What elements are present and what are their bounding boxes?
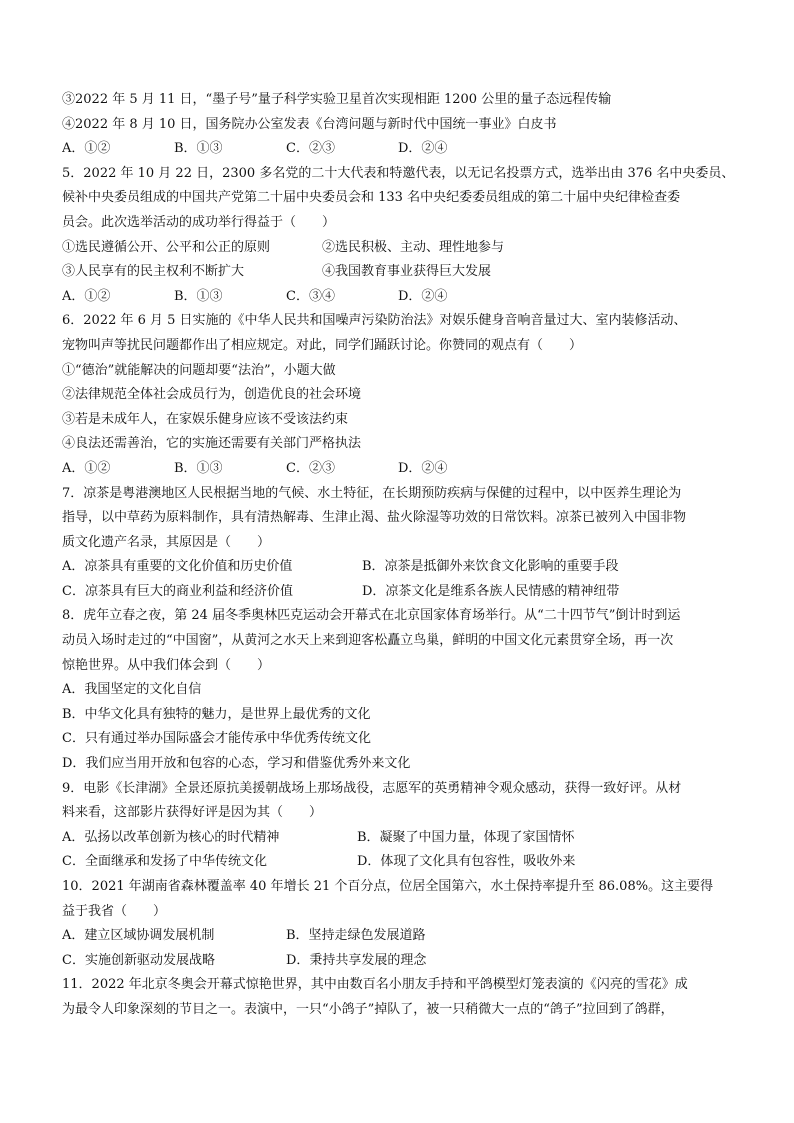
q4-statement-3: ③2022 年 5 月 11 日，“墨子号”量子科学实验卫星首次实现相距 1200 公里的量子态远程传输 xyxy=(62,92,612,107)
q6-option-d[interactable]: D．②④ xyxy=(398,460,448,476)
q5-statement-4: ④我国教育事业获得巨大发展 xyxy=(322,264,492,280)
q4-option-d[interactable]: D．②④ xyxy=(398,141,448,157)
q4-options xyxy=(62,137,734,162)
q9-option-a[interactable]: A．弘扬以改革创新为核心的时代精神 xyxy=(62,829,280,845)
q10-options-row-1 xyxy=(62,924,734,949)
q7-stem-line-1: 7．凉茶是粤港澳地区人民根据当地的气候、水土特征，在长期预防疾病与保健的过程中，以中医养生理论为 xyxy=(62,485,682,501)
q6-statement-4: ④良法还需善治，它的实施还需要有关部门严格执法 xyxy=(62,436,362,452)
q9-options-row-2 xyxy=(62,850,734,875)
q7-stem-line-2: 指导，以中草药为原料制作，具有清热解毒、生津止渴、盐火除湿等功效的日常饮料。凉茶已被列入中国非物 xyxy=(62,510,687,526)
q4-option-c[interactable]: C．②③ xyxy=(286,141,335,157)
q11-stem-line-1: 11．2022 年北京冬奥会开幕式惊艳世界，其中由数百名小朋友手持和平鸽模型灯笼表演的《闪亮的雪花》成 xyxy=(62,977,688,993)
q5-option-c[interactable]: C．③④ xyxy=(286,288,335,304)
q5-statements-row-1 xyxy=(62,236,734,261)
q9-stem-line-1: 9．电影《长津湖》全景还原抗美援朝战场上那场战役，志愿军的英勇精神令观众感动，获得一致好评。从材 xyxy=(62,780,682,796)
q9-stem-line-2: 料来看，这部影片获得好评是因为其（ ） xyxy=(62,805,323,821)
q8-option-a[interactable]: A．我国坚定的文化自信 xyxy=(62,682,202,698)
q8-option-d[interactable]: D．我们应当用开放和包容的心态，学习和借鉴优秀外来文化 xyxy=(62,756,411,772)
q9-options-row-1 xyxy=(62,826,734,851)
q5-stem-line-2: 候补中央委员组成的中国共产党第二十届中央委员会和 133 名中央纪委委员组成的第二十届中央纪律检查委 xyxy=(62,190,681,206)
q4-statement-4: ④2022 年 8 月 10 日，国务院办公室发表《台湾问题与新时代中国统一事业》白皮书 xyxy=(62,116,557,132)
q7-option-b[interactable]: B．凉茶是抵御外来饮食文化影响的重要手段 xyxy=(362,559,619,575)
q6-statement-2: ②法律规范全体社会成员行为，创造优良的社会环境 xyxy=(62,387,362,403)
q8-option-b[interactable]: B．中华文化具有独特的魅力，是世界上最优秀的文化 xyxy=(62,706,371,722)
q8-option-c[interactable]: C．只有通过举办国际盛会才能传承中华优秀传统文化 xyxy=(62,731,371,747)
q5-option-a[interactable]: A．①② xyxy=(62,288,111,304)
q5-statement-2: ②选民积极、主动、理性地参与 xyxy=(322,239,505,255)
q7-option-d[interactable]: D．凉茶文化是维系各族人民情感的精神纽带 xyxy=(362,583,620,599)
q10-option-a[interactable]: A．建立区域协调发展机制 xyxy=(62,928,215,944)
q9-option-c[interactable]: C．全面继承和发扬了中华传统文化 xyxy=(62,854,267,870)
q5-statement-3: ③人民享有的民主权利不断扩大 xyxy=(62,264,245,280)
q5-stem-line-1: 5．2022 年 10 月 22 日，2300 多名党的二十大代表和特邀代表，以无记名投票方式，选举出由 376 名中央委员、 xyxy=(62,165,734,181)
q4-option-a[interactable]: A．①② xyxy=(62,141,111,157)
q6-statement-3: ③若是未成年人，在家娱乐健身应该不受该法约束 xyxy=(62,411,349,427)
q4-option-b[interactable]: B．①③ xyxy=(174,141,223,157)
q9-option-b[interactable]: B．凝聚了中国力量，体现了家国情怀 xyxy=(357,829,575,845)
q5-options xyxy=(62,285,734,310)
q6-statement-1: ①“德治”就能解决的问题却要“法治”，小题大做 xyxy=(62,362,336,378)
q6-option-a[interactable]: A．①② xyxy=(62,460,111,476)
q8-stem-line-2: 动员入场时走过的“中国窗”，从黄河之水天上来到迎客松矗立鸟巢，鲜明的中国文化元素贯穿全场，再一次 xyxy=(62,633,674,649)
q10-option-d[interactable]: D．秉持共享发展的理念 xyxy=(286,952,427,968)
q6-option-b[interactable]: B．①③ xyxy=(174,460,223,476)
exam-content xyxy=(62,88,734,1023)
q5-statements-row-2 xyxy=(62,260,734,285)
q10-options-row-2 xyxy=(62,949,734,974)
q6-options xyxy=(62,457,734,482)
q6-stem-line-1: 6．2022 年 6 月 5 日实施的《中华人民共和国噪声污染防治法》对娱乐健身音响音量过大、室内装修活动、 xyxy=(62,313,687,329)
q7-stem-line-3: 质文化遗产名录，其原因是（ ） xyxy=(62,534,271,550)
q10-option-b[interactable]: B．坚持走绿色发展道路 xyxy=(286,928,426,944)
q6-option-c[interactable]: C．②③ xyxy=(286,460,335,476)
q10-stem-line-1: 10．2021 年湖南省森林覆盖率 40 年增长 21 个百分点，位居全国第六，水土保持率提升至 86.08%。这主要得 xyxy=(62,879,714,894)
q9-option-d[interactable]: D．体现了文化具有包容性，吸收外来 xyxy=(357,854,576,870)
q11-stem-line-2: 为最令人印象深刻的节目之一。表演中，一只“小鸽子”掉队了，被一只稍微大一点的“鸽子”拉回到了鸽群， xyxy=(62,1001,674,1017)
q8-stem-line-3: 惊艳世界。从中我们体会到（ ） xyxy=(62,657,271,673)
q7-option-c[interactable]: C．凉茶具有巨大的商业利益和经济价值 xyxy=(62,583,293,599)
q7-options-row-2 xyxy=(62,580,734,605)
q5-statement-1: ①选民遵循公开、公平和公正的原则 xyxy=(62,239,271,255)
q7-option-a[interactable]: A．凉茶具有重要的文化价值和历史价值 xyxy=(62,559,293,575)
q5-option-b[interactable]: B．①③ xyxy=(174,288,223,304)
q8-stem-line-1: 8．虎年立春之夜，第 24 届冬季奥林匹克运动会开幕式在北京国家体育场举行。从“二十四节气”倒计时到运 xyxy=(62,608,681,624)
q6-stem-line-2: 宠物叫声等扰民问题都作出了相应规定。对此，同学们踊跃讨论。你赞同的观点有（ ） xyxy=(62,337,583,353)
q7-options-row-1 xyxy=(62,555,734,580)
q5-option-d[interactable]: D．②④ xyxy=(398,288,448,304)
q10-stem-line-2: 益于我省（ ） xyxy=(62,903,167,919)
q10-option-c[interactable]: C．实施创新驱动发展战略 xyxy=(62,952,215,968)
q5-stem-line-3: 员会。此次选举活动的成功举行得益于（ ） xyxy=(62,214,336,230)
